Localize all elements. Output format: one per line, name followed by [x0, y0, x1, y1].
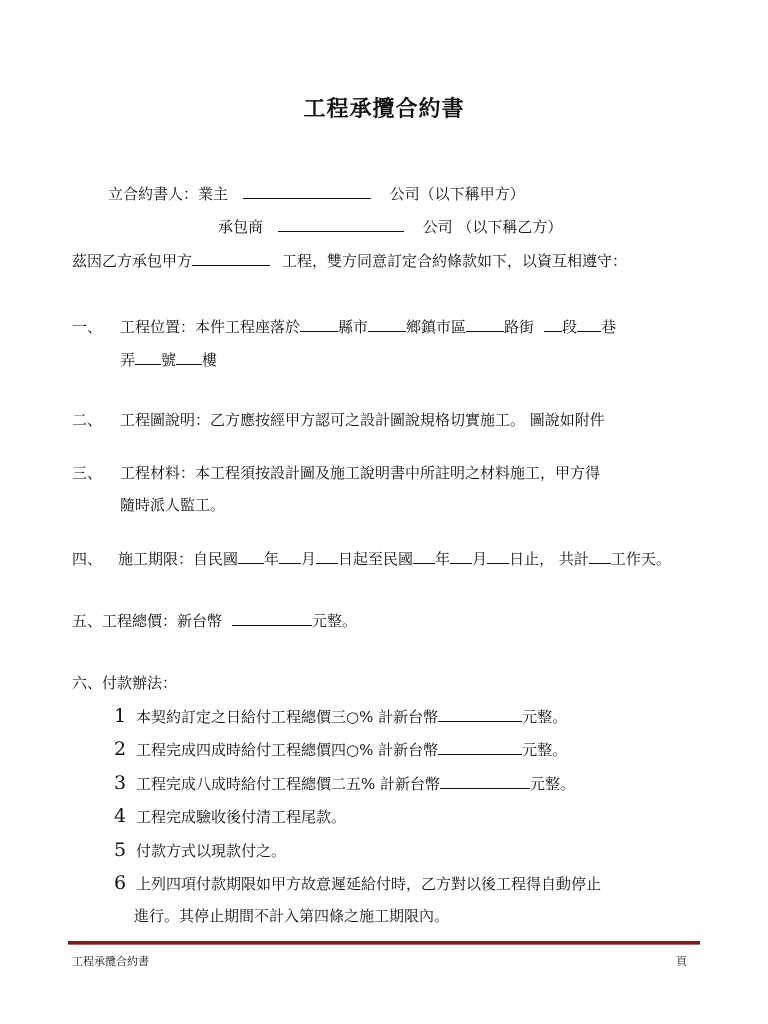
clause-6-heading: 六、付款辦法： — [72, 674, 178, 692]
payment-item-text: 工程完成八成時給付工程總價二五% 計新台幣 — [136, 775, 441, 793]
clause-5-suffix: 元整。 — [312, 612, 358, 630]
payment-item-suffix: 元整。 — [522, 741, 568, 759]
total-label: 日止， 共計 — [509, 550, 589, 568]
footer-rule — [68, 941, 700, 945]
clause-1-line-2 — [120, 349, 217, 370]
clause-2-number: 二、 — [72, 411, 103, 429]
project-name-blank[interactable] — [192, 250, 270, 266]
end-month-blank[interactable] — [450, 548, 472, 564]
lane-label: 巷 — [601, 318, 617, 336]
intro-prefix: 茲因乙方承包甲方 — [72, 252, 193, 270]
contractor-line — [218, 216, 562, 237]
payment-item-text: 付款方式以現款付之。 — [136, 842, 287, 860]
clause-5-text: 五、工程總價：新台幣 — [72, 612, 223, 630]
start-day-blank[interactable] — [316, 548, 338, 564]
payment-item-text: 工程完成驗收後付清工程尾款。 — [136, 808, 347, 826]
footer-title: 工程承攬合約書 — [72, 955, 149, 968]
clause-4 — [72, 548, 671, 569]
owner-label: 立合約書人：業主 — [108, 185, 229, 203]
number-label: 號 — [161, 351, 177, 369]
clause-5 — [72, 610, 357, 631]
payment-item-number: 1 — [114, 705, 127, 727]
document-title: 工程承攬合約書 — [303, 96, 465, 122]
payment-item-6-continuation: 進行。其停止期間不計入第四條之施工期限內。 — [134, 907, 450, 925]
payment-item-suffix: 元整。 — [530, 775, 576, 793]
clause-3-line-1 — [72, 463, 600, 483]
end-day-blank[interactable] — [487, 548, 509, 564]
section-blank[interactable] — [544, 316, 562, 332]
lane-blank[interactable] — [577, 316, 601, 332]
payment-item-number: 6 — [114, 872, 127, 894]
clause-1-line-1 — [72, 316, 616, 337]
section-label: 段 — [562, 318, 578, 336]
township-blank[interactable] — [368, 316, 406, 332]
month-label: 月 — [301, 550, 317, 568]
alley-blank[interactable] — [135, 349, 161, 365]
floor-label: 樓 — [202, 351, 218, 369]
contractor-suffix: 公司 （以下稱乙方） — [422, 218, 563, 236]
clause-4-text: 施工期限：自民國 — [118, 550, 239, 568]
payment-1-amount-blank[interactable] — [438, 706, 522, 722]
footer-page-label: 頁 — [676, 955, 687, 968]
owner-line — [108, 183, 525, 204]
end-year-blank[interactable] — [413, 548, 435, 564]
payment-2-amount-blank[interactable] — [438, 739, 522, 755]
payment-item-suffix: 元整。 — [522, 708, 568, 726]
month-label: 月 — [472, 550, 488, 568]
clause-4-number: 四、 — [72, 550, 103, 568]
clause-2 — [72, 410, 605, 430]
payment-3-amount-blank[interactable] — [440, 773, 530, 789]
clause-3-line-2: 隨時派人監工。 — [120, 496, 226, 514]
payment-item-2 — [114, 739, 567, 760]
payment-item-6 — [114, 873, 601, 894]
work-days-blank[interactable] — [589, 548, 611, 564]
county-label: 縣市 — [338, 318, 369, 336]
clause-1-number: 一、 — [72, 318, 103, 336]
start-month-blank[interactable] — [279, 548, 301, 564]
payment-item-number: 3 — [114, 772, 127, 794]
start-year-blank[interactable] — [238, 548, 264, 564]
township-label: 鄉鎮市區 — [406, 318, 467, 336]
work-days-label: 工作天。 — [610, 550, 671, 568]
number-blank[interactable] — [176, 349, 202, 365]
intro-suffix: 工程，雙方同意訂定合約條款如下，以資互相遵守： — [282, 252, 628, 270]
payment-item-text: 本契約訂定之日給付工程總價三○% 計新台幣 — [136, 708, 439, 726]
road-label: 路街 — [504, 318, 535, 336]
year-label: 年 — [264, 550, 280, 568]
payment-item-4 — [114, 806, 346, 827]
payment-item-text: 上列四項付款期限如甲方故意遲延給付時，乙方對以後工程得自動停止 — [136, 875, 602, 893]
year-label: 年 — [435, 550, 451, 568]
county-blank[interactable] — [300, 316, 338, 332]
payment-item-3 — [114, 773, 575, 794]
clause-3-text: 工程材料：本工程須按設計圖及施工說明書中所註明之材料施工，甲方得 — [120, 464, 601, 482]
payment-item-text: 工程完成四成時給付工程總價四○% 計新台幣 — [136, 741, 439, 759]
contractor-name-blank[interactable] — [278, 216, 404, 232]
clause-3-number: 三、 — [72, 464, 103, 482]
intro-line — [72, 250, 627, 271]
owner-suffix: 公司（以下稱甲方） — [389, 185, 525, 203]
alley-label: 弄 — [120, 351, 136, 369]
clause-1-text: 工程位置：本件工程座落於 — [120, 318, 301, 336]
contractor-label: 承包商 — [218, 218, 264, 236]
road-blank[interactable] — [466, 316, 504, 332]
payment-item-number: 2 — [114, 738, 127, 760]
payment-item-1 — [114, 706, 567, 727]
payment-item-5 — [114, 840, 286, 861]
payment-item-number: 4 — [114, 805, 127, 827]
end-date-label: 日起至民國 — [338, 550, 414, 568]
payment-item-number: 5 — [114, 839, 127, 861]
clause-2-text: 工程圖說明：乙方應按經甲方認可之設計圖說規格切實施工。 圖說如附件 — [120, 411, 605, 429]
total-price-blank[interactable] — [232, 610, 312, 626]
owner-name-blank[interactable] — [243, 183, 371, 199]
